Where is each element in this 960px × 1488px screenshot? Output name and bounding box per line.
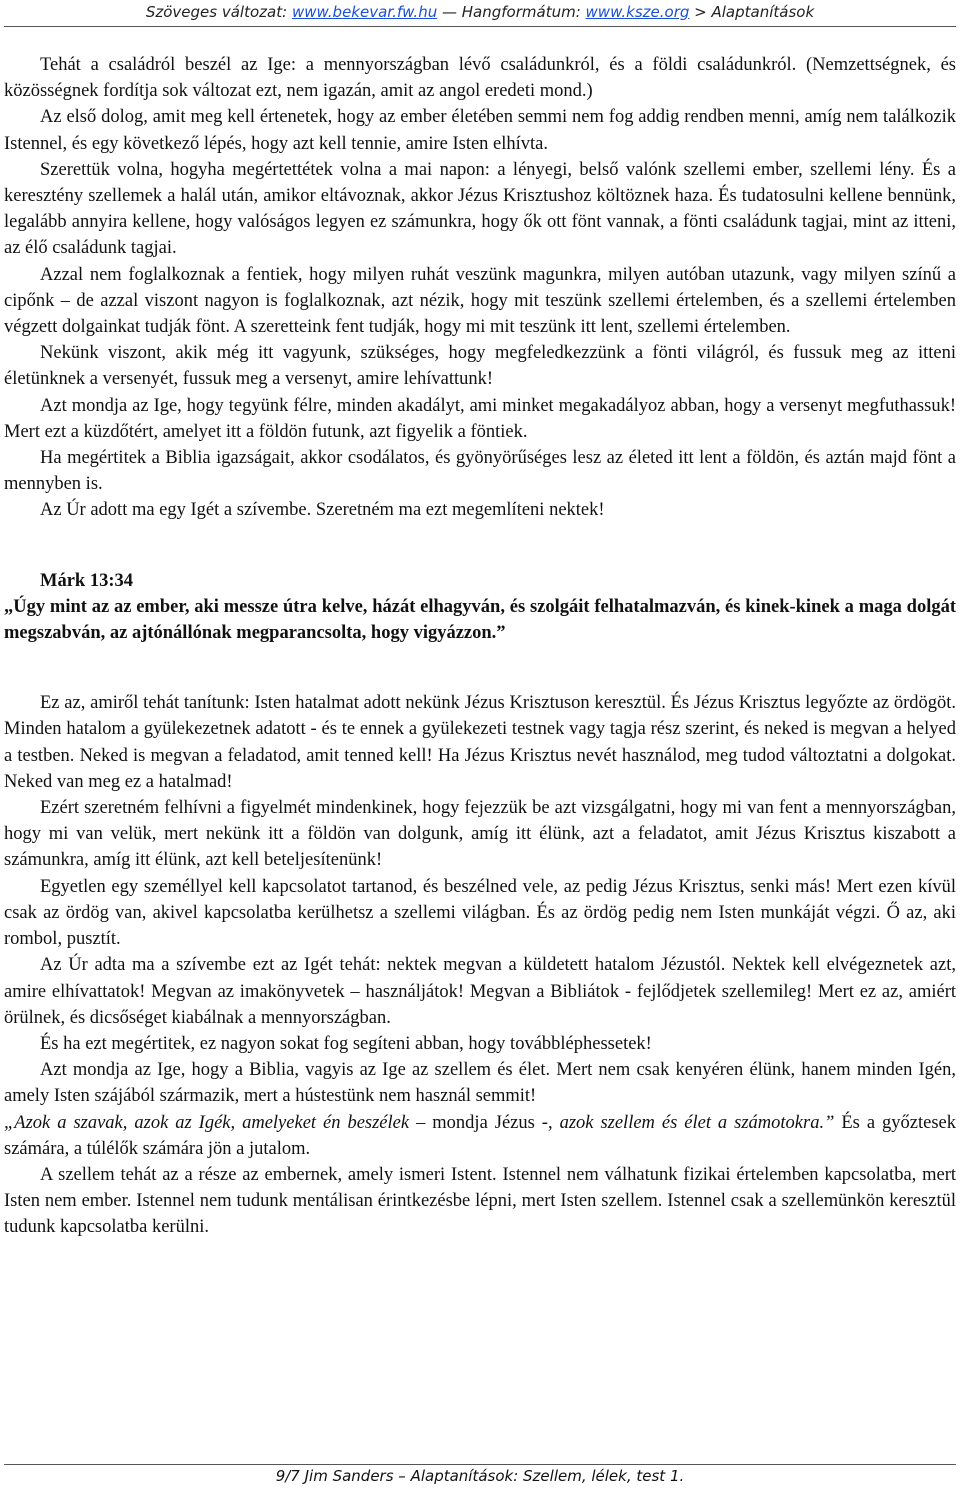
quote-tail: És a győztesek számára, a túlélők számára jön a jutalom. — [4, 1112, 956, 1159]
paragraph: Tehát a családról beszél az Ige: a mennyországban lévő családunkról, és a földi családunkról. (Nemzettségnek, és közösségnek fordítja sok változat ezt, nem igazán, amit az angol eredeti mond.) — [4, 55, 956, 102]
footer-divider — [4, 1464, 956, 1465]
header-label: Szöveges változat: — [145, 3, 288, 21]
verse-reference: Márk 13:34 — [40, 570, 133, 591]
page-header — [0, 2, 960, 26]
header-divider — [4, 26, 956, 27]
header-section: > Alaptanítások — [694, 3, 815, 21]
verse-text: „Úgy mint az az ember, aki messze útra kelve, házát elhagyván, és szolgáit felhatalmazván, és kinek-kinek a maga dolgát megszabván, az ajtónállónak megparancsolta, hogy vigyázzon.” — [4, 596, 956, 644]
page-footer: 9/7 Jim Sanders – Alaptanítások: Szellem, lélek, test 1. — [275, 1467, 685, 1485]
spacer — [4, 646, 956, 690]
paragraph: És ha ezt megértitek, ez nagyon sokat fog segíteni abban, hogy továbbléphessetek! — [40, 1033, 652, 1054]
paragraph: Ez az, amiről tehát tanítunk: Isten hatalmat adott nekünk Jézus Krisztuson keresztül. És Jézus Krisztus legyőzte az ördögöt. Minden hatalom a gyülekezetnek adatott - és te ennek a gyülekezeti testnek vagy tagja rész szerint, és neked is megvan a helyed a testben. Neked is megvan a feladatod, amit tenned kell! Ha Jézus Krisztus nevét használod, meg tudod változtatni a dolgokat. Neked van meg ez a hatalmad! — [4, 693, 956, 792]
paragraph: Ha megértitek a Biblia igazságait, akkor csodálatos, és gyönyörűséges lesz az életed itt lent a földön, és aztán majd fönt a mennyben is. — [4, 448, 956, 495]
quote-attribution: – mondja Jézus -, — [409, 1112, 560, 1133]
paragraph: Azzal nem foglalkoznak a fentiek, hogy milyen ruhát veszünk magunkra, milyen autóban utazunk, vagy milyen színű a cipőnk – de azzal viszont nagyon is foglalkoznak, azt nézik, hogy mit teszünk szellemi értelemben, és a szellemi értelemben végzett dolgainkat tudják fönt. A szeretteink fent tudják, hogy mi mit teszünk itt lent, szellemi értelemben. — [4, 264, 956, 338]
header-link-bekevar[interactable]: www.bekevar.fw.hu — [291, 3, 438, 21]
paragraph: Az Úr adott ma egy Igét a szívembe. Szeretném ma ezt megemlíteni nektek! — [40, 500, 605, 521]
paragraph: Nekünk viszont, akik még itt vagyunk, szükséges, hogy megfeledkezzünk a fönti világról, és fussuk meg az itteni életünknek a versenyét, fussuk meg a versenyt, amire lehívattunk! — [4, 343, 956, 390]
paragraph: Azt mondja az Ige, hogy tegyünk félre, minden akadályt, ami minket megakadályoz abban, hogy a versenyt megfuthassuk! Mert ezt a küzdőtért, amelyet itt a földön futunk, azt figyelik a föntiek. — [4, 395, 956, 442]
header-separator: — Hangformátum: — [442, 3, 581, 21]
header-link-ksze[interactable]: www.ksze.org — [585, 3, 690, 21]
paragraph: A szellem tehát az a része az embernek, amely ismeri Istent. Istennel nem válhatunk fizikai értelemben kapcsolatba, mert Isten nem ember. Istennel nem tudunk mentálisan érintkezésbe lépni, mert Isten szellem. Istennel csak a szellemünkön keresztül tudunk kapcsolatba kerülni. — [4, 1164, 956, 1238]
spacer — [4, 524, 956, 568]
paragraph: Egyetlen egy személlyel kell kapcsolatot tartanod, és beszélned vele, az pedig Jézus Krisztus, senki más! Mert ezen kívül csak az ördög van, akivel kapcsolatba kerülhetsz a szellemi világban. És az ördög pedig nem Isten munkáját végzi. Ő az, aki rombol, pusztít. — [4, 876, 956, 950]
paragraph: Az Úr adta ma a szívembe ezt az Igét tehát: nektek megvan a küldetett hatalom Jézustól. Nektek kell elvégeznetek azt, amire elhívattatok! Megvan az imakönyvetek – használjátok! Megvan a Bibliátok - fejlődjetek szellemileg! Mert ez az, amiért örülnek, és dicsőséget kiabálnak a mennyországban. — [4, 955, 956, 1028]
paragraph: Szerettük volna, hogyha megértettétek volna a mai napon: a lényegi, belső valónk szellemi ember, szellemi lény. És a keresztény szellemek a halál után, amikor eltávoznak, akkor Jézus Krisztushoz költöznek haza. És tudatosulni kellene bennünk, legalább annyira kellene, hogy valóságos legyen ez számunkra, hogy ők ott fönt vannak, a fönti családunk tagjai, mint az itteni, az élő családunk tagjai. — [4, 159, 956, 259]
document-body — [4, 52, 956, 1241]
paragraph: Az első dolog, amit meg kell értenetek, hogy az ember életében semmi nem fog addig rendben menni, amíg nem találkozik Istennel, és egy következő lépés, hogy azt kell tennie, amire Isten elhívta. — [4, 107, 956, 154]
quote-part-1: „Azok a szavak, azok az Igék, amelyeket én beszélek — [4, 1112, 410, 1133]
paragraph: Azt mondja az Ige, hogy a Biblia, vagyis az Ige az szellem és élet. Mert nem csak kenyéren élünk, hanem minden Igén, amely Isten szájából származik, mert a hústestünk nem használ semmit! — [4, 1060, 956, 1107]
quote-part-2: azok szellem és élet a számotokra.” — [559, 1112, 835, 1133]
quote-paragraph — [4, 1110, 956, 1162]
paragraph: Ezért szeretném felhívni a figyelmét mindenkinek, hogy fejezzük be azt vizsgálgatni, hogy mi van fent a mennyországban, hogy mi van velük, mert nekünk itt a földön van dolgunk, amíg itt élünk, azt a feladatot, amit Jézus Krisztus kiszabott a számunkra, amíg itt élünk, azt kell beteljesítenünk! — [4, 798, 956, 871]
